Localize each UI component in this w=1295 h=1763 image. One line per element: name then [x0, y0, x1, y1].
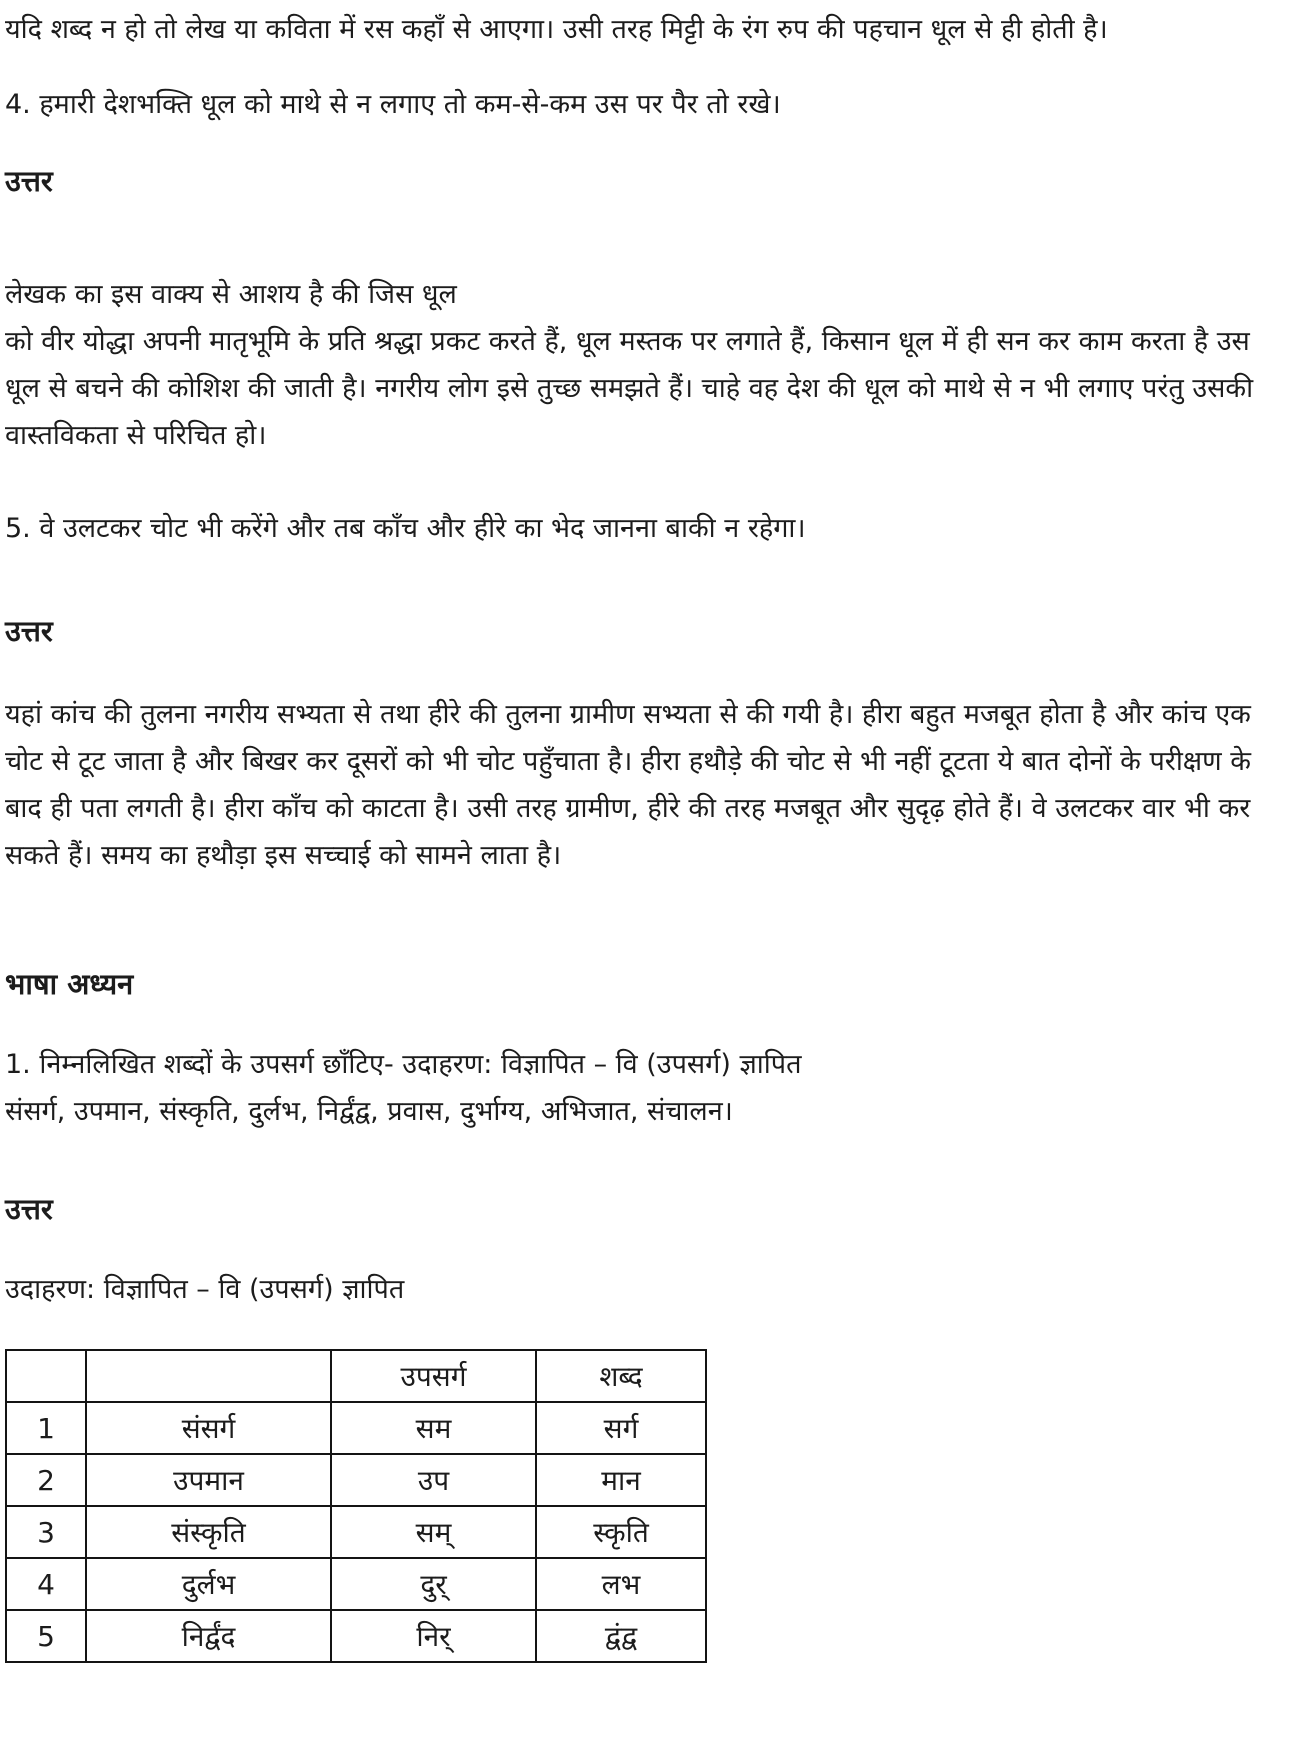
shabd-cell: स्कृति [536, 1506, 706, 1558]
table-header-empty-2 [86, 1350, 331, 1402]
row-number: 5 [6, 1610, 86, 1662]
row-number: 3 [6, 1506, 86, 1558]
table-row [6, 1506, 706, 1558]
upsarg-cell: सम् [331, 1506, 536, 1558]
shabd-cell: द्वंद्व [536, 1610, 706, 1662]
table-row [6, 1610, 706, 1662]
question-1-word-list: संसर्ग, उपमान, संस्कृति, दुर्लभ, निर्द्वंद्व, प्रवास, दुर्भाग्य, अभिजात, संचालन। [5, 1096, 733, 1127]
upsarg-table [5, 1349, 707, 1663]
shabd-cell: लभ [536, 1558, 706, 1610]
section-heading-bhasha-adhyan: भाषा अध्यन [5, 967, 134, 1001]
answer-heading-3: उत्तर [5, 1192, 53, 1226]
word-cell: संस्कृति [86, 1506, 331, 1558]
table-row [6, 1454, 706, 1506]
row-number: 4 [6, 1558, 86, 1610]
row-number: 1 [6, 1402, 86, 1454]
answer-4-first-line: लेखक का इस वाक्य से आशय है की जिस धूल [5, 279, 457, 310]
upsarg-cell: निर् [331, 1610, 536, 1662]
upsarg-cell: दुर् [331, 1558, 536, 1610]
table-header-empty-1 [6, 1350, 86, 1402]
answer-heading-1: उत्तर [5, 164, 53, 198]
question-4: 4. हमारी देशभक्ति धूल को माथे से न लगाए तो कम-से-कम उस पर पैर तो रखे। [5, 89, 781, 120]
table-row [6, 1402, 706, 1454]
upsarg-cell: सम [331, 1402, 536, 1454]
table-header-row [6, 1350, 706, 1402]
word-cell: निर्द्वंद [86, 1610, 331, 1662]
question-1-paragraph [5, 1041, 1293, 1135]
upsarg-cell: उप [331, 1454, 536, 1506]
intro-paragraph: यदि शब्द न हो तो लेख या कविता में रस कहाँ से आएगा। उसी तरह मिट्टी के रंग रुप की पहचान धूल से ही होती है। [5, 14, 1108, 45]
question-5: 5. वे उलटकर चोट भी करेंगे और तब काँच और हीरे का भेद जानना बाकी न रहेगा। [5, 513, 806, 544]
table-row [6, 1558, 706, 1610]
word-cell: उपमान [86, 1454, 331, 1506]
word-cell: दुर्लभ [86, 1558, 331, 1610]
shabd-cell: मान [536, 1454, 706, 1506]
answer-5-paragraph: यहां कांच की तुलना नगरीय सभ्यता से तथा हीरे की तुलना ग्रामीण सभ्यता से की गयी है। हीरा बहुत मजबूत होता है और कांच एक चोट से टूट जाता है और बिखर कर दूसरों को भी चोट पहुँचाता है। हीरा हथौड़े की चोट से भी नहीं टूटता ये बात दोनों के परीक्षण के बाद ही पता लगती है। हीरा काँच को काटता है। उसी तरह ग्रामीण, हीरे की तरह मजबूत और सुदृढ़ होते हैं। वे उलटकर वार भी कर सकते हैं। समय का हथौड़ा इस सच्चाई को सामने लाता है। [5, 699, 1252, 871]
word-cell: संसर्ग [86, 1402, 331, 1454]
row-number: 2 [6, 1454, 86, 1506]
table-header-upsarg: उपसर्ग [331, 1350, 536, 1402]
question-1-text: 1. निम्नलिखित शब्दों के उपसर्ग छाँटिए- उदाहरण: विज्ञापित – वि (उपसर्ग) ज्ञापित [5, 1049, 802, 1080]
shabd-cell: सर्ग [536, 1402, 706, 1454]
example-line: उदाहरण: विज्ञापित – वि (उपसर्ग) ज्ञापित [5, 1274, 405, 1305]
table-header-shabd: शब्द [536, 1350, 706, 1402]
answer-4-rest: को वीर योद्धा अपनी मातृभूमि के प्रति श्रद्धा प्रकट करते हैं, धूल मस्तक पर लगाते हैं, किसान धूल में ही सन कर काम करता है उस धूल से बचने की कोशिश की जाती है। नगरीय लोग इसे तुच्छ समझते हैं। चाहे वह देश की धूल को माथे से न भी लगाए परंतु उसकी वास्तविकता से परिचित हो। [5, 326, 1254, 451]
answer-4-paragraph [5, 271, 1293, 459]
answer-heading-2: उत्तर [5, 614, 53, 648]
